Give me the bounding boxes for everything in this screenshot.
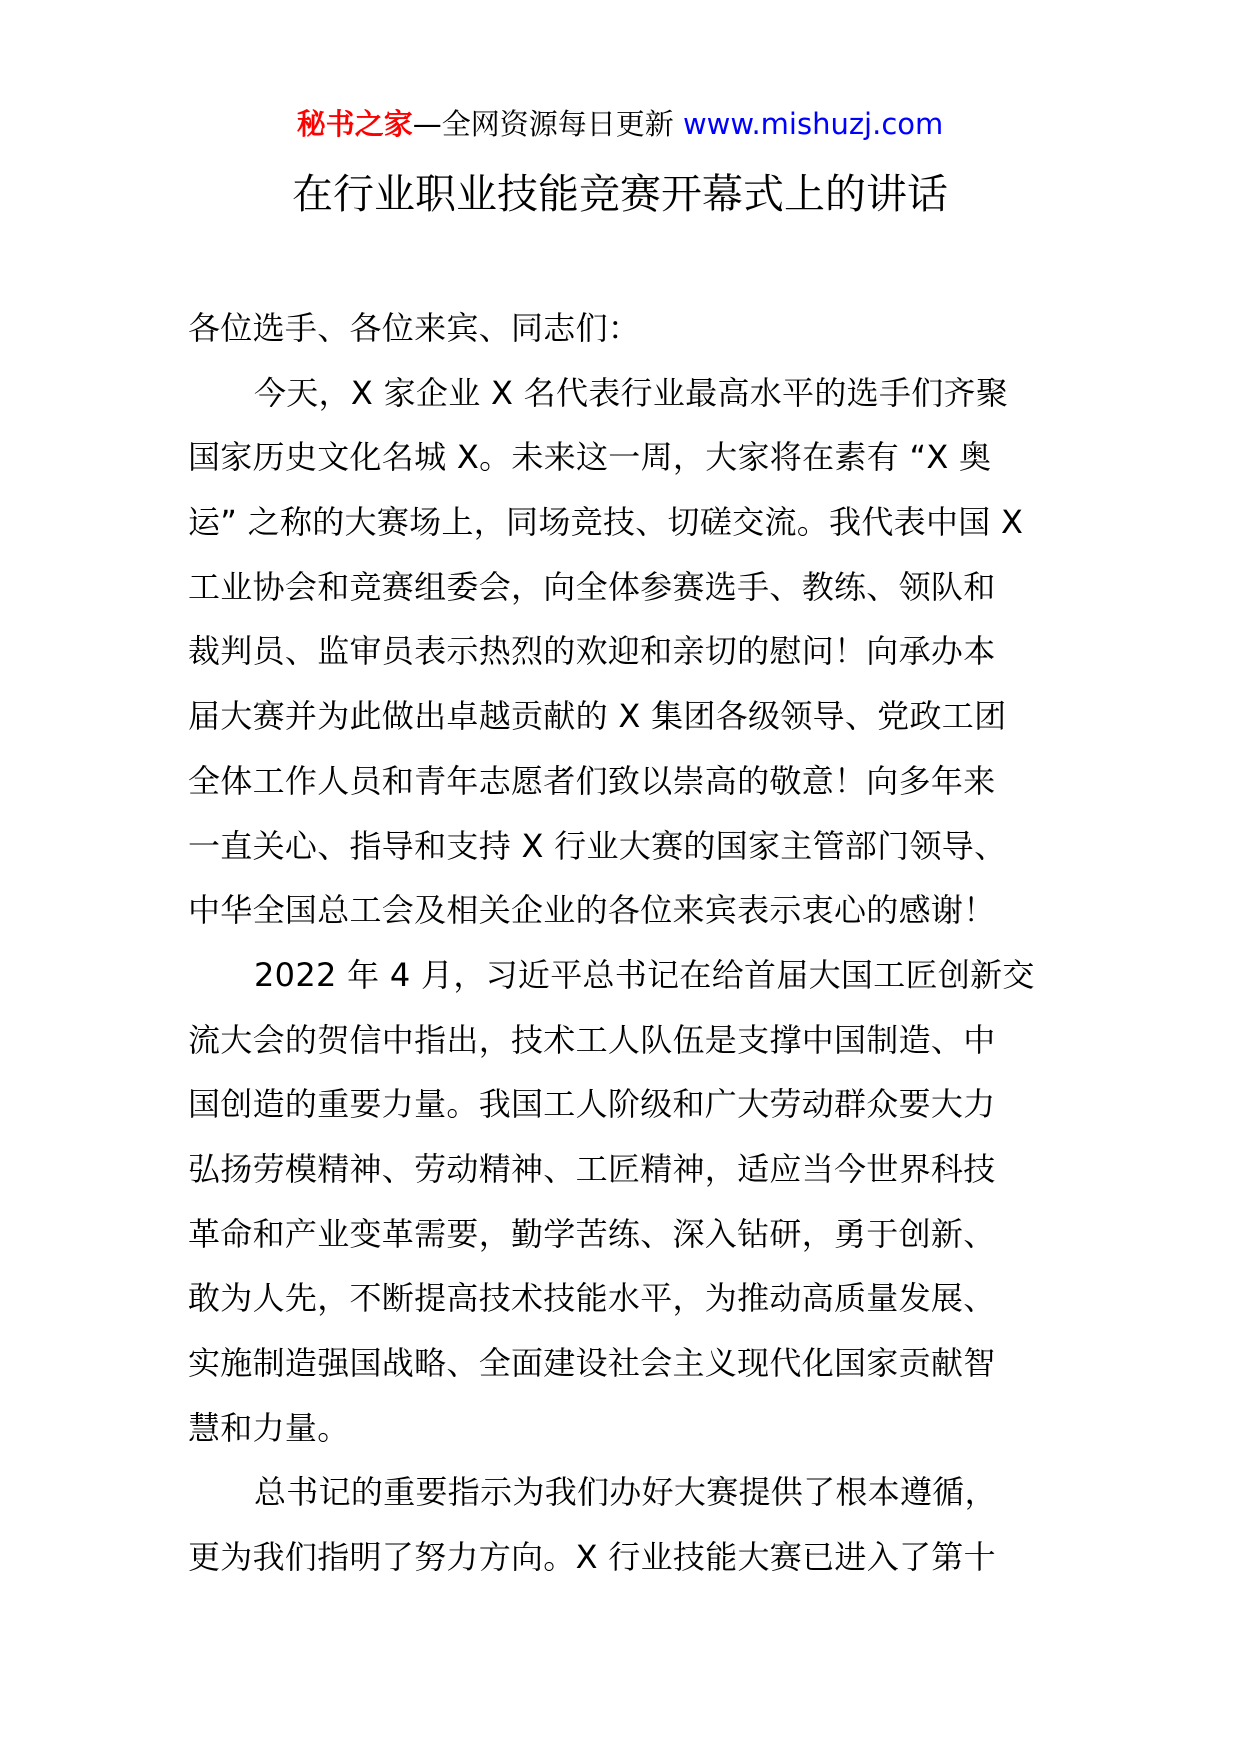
paragraph-2-line: 革命和产业变革需要，勤学苦练、深入钻研，勇于创新、: [188, 1214, 996, 1253]
paragraph-1-line: 裁判员、监审员表示热烈的欢迎和亲切的慰问！向承办本: [188, 632, 996, 671]
salutation-line: 各位选手、各位来宾、同志们：: [188, 309, 641, 347]
speech-body: [188, 296, 1058, 1590]
paragraph-2-line: 流大会的贺信中指出，技术工人队伍是支撑中国制造、中: [188, 1020, 996, 1059]
paragraph-1-line: 中华全国总工会及相关企业的各位来宾表示衷心的感谢！: [188, 891, 996, 930]
paragraph-2-line: 国创造的重要力量。我国工人阶级和广大劳动群众要大力: [188, 1085, 996, 1124]
paragraph-2-line: 慧和力量。: [188, 1408, 350, 1447]
paragraph-2-line: 敢为人先，不断提高技术技能水平，为推动高质量发展、: [188, 1279, 996, 1318]
site-tagline: —全网资源每日更新: [412, 107, 674, 141]
paragraph-1-line: 国家历史文化名城 X。未来这一周，大家将在素有 “X 奥: [188, 438, 992, 477]
site-header: [0, 104, 1240, 144]
site-url-link[interactable]: www.mishuzj.com: [682, 107, 944, 141]
paragraph-3-line: 更为我们指明了努力方向。X 行业技能大赛已进入了第十: [188, 1538, 996, 1577]
paragraph-1-line: 运” 之称的大赛场上，同场竞技、切磋交流。我代表中国 X: [188, 503, 1024, 542]
paragraph-1-line: 届大赛并为此做出卓越贡献的 X 集团各级领导、党政工团: [188, 697, 1007, 736]
document-title: 在行业职业技能竞赛开幕式上的讲话: [292, 170, 948, 218]
paragraph-1-line: 一直关心、指导和支持 X 行业大赛的国家主管部门领导、: [188, 826, 1007, 865]
paragraph-2-line: 弘扬劳模精神、劳动精神、工匠精神，适应当今世界科技: [188, 1149, 996, 1188]
paragraph-2-line: 2022 年 4 月，习近平总书记在给首届大国工匠创新交: [254, 955, 1035, 994]
paragraph-2-line: 实施制造强国战略、全面建设社会主义现代化国家贡献智: [188, 1344, 996, 1382]
paragraph-1-line: 全体工作人员和青年志愿者们致以崇高的敬意！向多年来: [188, 761, 996, 800]
paragraph-3-line: 总书记的重要指示为我们办好大赛提供了根本遵循，: [254, 1473, 997, 1512]
site-brand: 秘书之家: [296, 107, 413, 141]
paragraph-1-line: 工业协会和竞赛组委会，向全体参赛选手、教练、领队和: [188, 567, 996, 606]
paragraph-1-line: 今天，X 家企业 X 名代表行业最高水平的选手们齐聚: [254, 373, 1009, 412]
